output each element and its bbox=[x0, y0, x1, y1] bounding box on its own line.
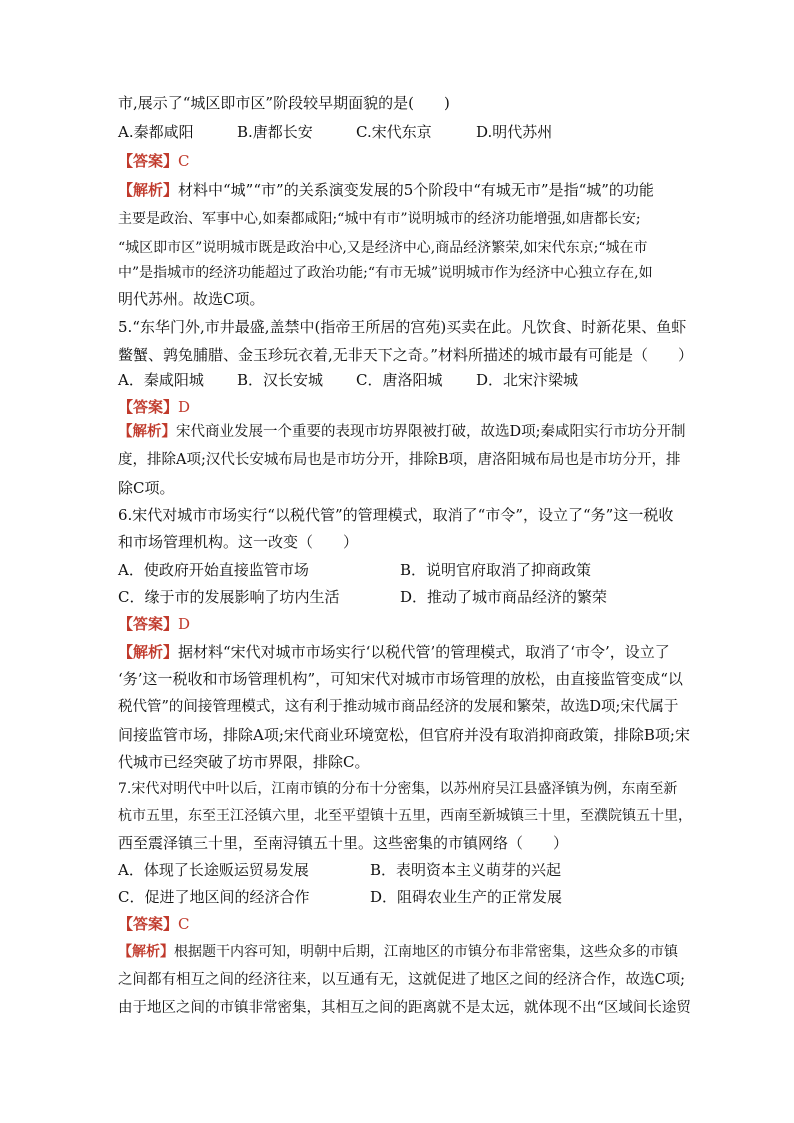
q4-analysis-line-2: 主要是政治、军事中心,如秦都咸阳;“城中有市”说明城市的经济功能增强,如唐都长安; bbox=[118, 211, 641, 227]
q5-analysis-line-1 bbox=[118, 423, 686, 441]
answer-value: C bbox=[178, 915, 190, 933]
q7-option-a: A．体现了长途贩运贸易发展 bbox=[118, 861, 309, 879]
q6-option-a: A．使政府开始直接监管市场 bbox=[118, 561, 309, 579]
answer-tag: 【答案】 bbox=[118, 915, 179, 933]
q4-option-d: D.明代苏州 bbox=[476, 123, 553, 141]
q5-analysis-line-3: 除C项。 bbox=[118, 479, 175, 497]
q6-option-b: B．说明官府取消了抑商政策 bbox=[400, 561, 592, 579]
q4-analysis-line-1 bbox=[118, 181, 654, 199]
q5-stem-line-1: 5.“东华门外,市井最盛,盖禁中(指帝王所居的宫苑)买卖在此。凡饮食、时新花果、鱼虾 bbox=[118, 318, 687, 336]
q7-analysis-line-2: 之间都有相互之间的经济往来，以互通有无，这就促进了地区之间的经济合作，故选C项; bbox=[118, 972, 685, 988]
analysis-text: 宋代商业发展一个重要的表现市坊界限被打破，故选D项;秦咸阳实行市坊分开制 bbox=[176, 424, 686, 440]
q4-analysis-line-5: 明代苏州。故选C项。 bbox=[118, 290, 265, 308]
q4-option-a: A.秦都咸阳 bbox=[118, 123, 194, 141]
q6-option-d: D．推动了城市商品经济的繁荣 bbox=[400, 588, 608, 606]
q5-analysis-line-2: 度，排除A项;汉代长安城布局也是市坊分开，排除B项，唐洛阳城布局也是市坊分开，排 bbox=[118, 452, 681, 468]
q6-analysis-line-4: 间接监管市场，排除A项;宋代商业环境宽松，但官府并没有取消抑商政策，排除B项;宋 bbox=[118, 726, 690, 744]
q5-option-b: B．汉长安城 bbox=[237, 371, 324, 389]
analysis-tag: 【解析】 bbox=[118, 423, 176, 440]
answer-value: D bbox=[178, 615, 191, 633]
q7-option-b: B．表明资本主义萌芽的兴起 bbox=[370, 861, 562, 879]
answer-tag: 【答案】 bbox=[118, 615, 179, 633]
answer-value: C bbox=[178, 152, 190, 170]
answer-tag: 【答案】 bbox=[118, 152, 179, 170]
q6-analysis-line-5: 代城市已经突破了坊市界限，排除C。 bbox=[118, 753, 370, 771]
q5-answer bbox=[118, 398, 190, 416]
q6-analysis-line-1 bbox=[118, 643, 670, 661]
q7-option-c: C．促进了地区间的经济合作 bbox=[118, 888, 310, 906]
q7-analysis-line-1 bbox=[118, 943, 678, 961]
q7-answer bbox=[118, 915, 190, 933]
q6-option-c: C．缘于市的发展影响了坊内生活 bbox=[118, 588, 340, 606]
analysis-text: 材料中“城”“市”的关系演变发展的5个阶段中“有城无市”是指“城”的功能 bbox=[178, 181, 654, 199]
q6-answer bbox=[118, 615, 190, 633]
q5-option-a: A．秦咸阳城 bbox=[118, 371, 204, 389]
q4-option-c: C.宋代东京 bbox=[356, 123, 432, 141]
q7-stem-line-3: 西至震泽镇三十里，至南浔镇五十里。这些密集的市镇网络（ ） bbox=[118, 834, 569, 852]
q5-stem-line-2: 鳖蟹、鹑兔脯腊、金玉珍玩衣着,无非天下之奇。”材料所描述的城市最有可能是（ ） bbox=[118, 346, 693, 364]
analysis-text: 根据题干内容可知，明朝中后期，江南地区的市镇分布非常密集，这些众多的市镇 bbox=[174, 944, 678, 960]
q6-analysis-line-2: ‘务’这一税收和市场管理机构”，可知宋代对城市市场管理的放松，由直接监管变成“以 bbox=[118, 670, 683, 688]
q5-option-d: D．北宋汴梁城 bbox=[476, 371, 579, 389]
q4-option-b: B.唐都长安 bbox=[237, 123, 313, 141]
q4-analysis-line-3: “城区即市区”说明城市既是政治中心,又是经济中心,商品经济繁荣,如宋代东京;“城在市 bbox=[118, 240, 648, 256]
q4-stem: 市,展示了“城区即市区”阶段较早期面貌的是( ) bbox=[118, 94, 450, 112]
analysis-tag: 【解析】 bbox=[118, 181, 179, 199]
q6-stem-line-2: 和市场管理机构。这一改变（ ） bbox=[118, 533, 359, 551]
q5-option-c: C．唐洛阳城 bbox=[356, 371, 443, 389]
analysis-tag: 【解析】 bbox=[118, 643, 179, 661]
analysis-text: 据材料“宋代对城市市场实行‘以税代管’的管理模式，取消了‘市令’，设立了 bbox=[178, 643, 670, 661]
answer-value: D bbox=[178, 398, 191, 416]
q7-analysis-line-3: 由于地区之间的市镇非常密集，其相互之间的距离就不是太远，就体现不出“区域间长途贸 bbox=[118, 1000, 691, 1016]
q7-option-d: D．阻碍农业生产的正常发展 bbox=[370, 888, 563, 906]
q7-stem-line-1: 7.宋代对明代中叶以后，江南市镇的分布十分密集，以苏州府吴江县盛泽镇为例，东南至新 bbox=[118, 781, 678, 797]
q6-analysis-line-3: 税代管”的间接管理模式，这有利于推动城市商品经济的发展和繁荣，故选D项;宋代属于 bbox=[118, 699, 679, 715]
q4-answer bbox=[118, 152, 190, 170]
analysis-tag: 【解析】 bbox=[118, 944, 174, 960]
q6-stem-line-1: 6.宋代对城市市场实行“以税代管”的管理模式，取消了“市令”，设立了“务”这一税收 bbox=[118, 506, 674, 524]
q4-analysis-line-4: 中”是指城市的经济功能超过了政治功能;“有市无城”说明城市作为经济中心独立存在,如 bbox=[118, 265, 653, 281]
q7-stem-line-2: 杭市五里，东至王江泾镇六里，北至平望镇十五里，西南至新城镇三十里，至濮院镇五十里， bbox=[118, 808, 692, 824]
answer-tag: 【答案】 bbox=[118, 398, 179, 416]
